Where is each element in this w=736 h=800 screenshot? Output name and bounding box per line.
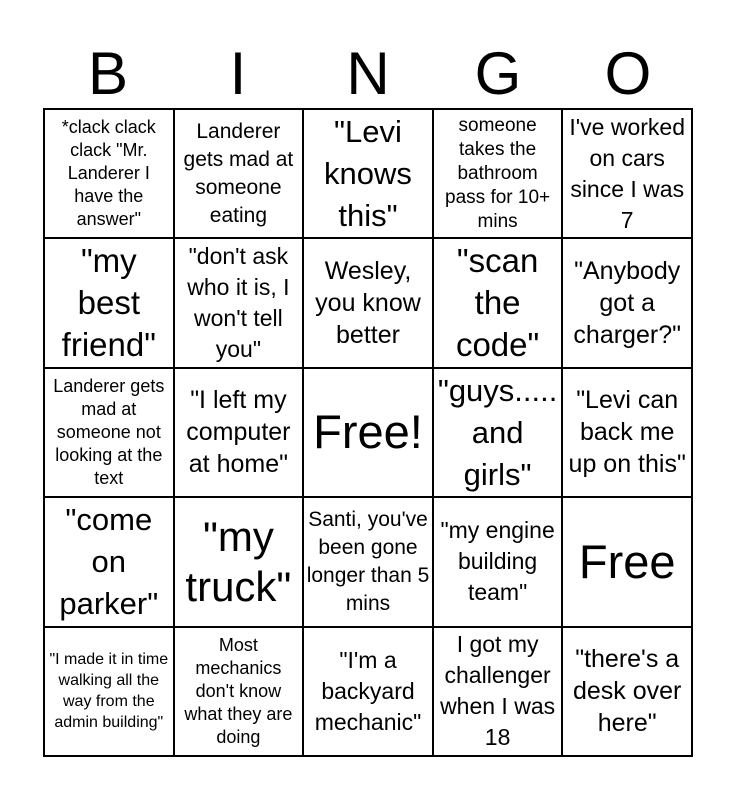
bingo-cell-r4-c2[interactable]: [174, 497, 304, 626]
bingo-cell-r5-c5[interactable]: [562, 627, 692, 756]
bingo-cell-r2-c3[interactable]: [303, 238, 433, 367]
bingo-cell-r2-c4[interactable]: [433, 238, 563, 367]
bingo-cell-r1-c3[interactable]: [303, 109, 433, 238]
cell-text: I've worked on cars since I was 7: [569, 113, 685, 233]
cell-text: "my truck": [185, 512, 292, 610]
bingo-cell-r2-c1[interactable]: [44, 238, 174, 367]
cell-text: "I made it in time walking all the way from the admin building": [49, 651, 169, 732]
bingo-cell-r3-c2[interactable]: [174, 368, 304, 497]
bingo-cell-r3-c3-free[interactable]: [303, 368, 433, 497]
bingo-cell-r5-c1[interactable]: [44, 627, 174, 756]
bingo-cell-r1-c2[interactable]: [174, 109, 304, 238]
header-letter-o: O: [604, 40, 652, 107]
free-space-text: Free!: [313, 405, 423, 459]
bingo-cell-r4-c1[interactable]: [44, 497, 174, 626]
cell-text: Landerer gets mad at someone eating: [183, 119, 294, 227]
bingo-cell-r2-c2[interactable]: [174, 238, 304, 367]
cell-text: "my engine building team": [440, 517, 555, 606]
cell-text: "Levi can back me up on this": [568, 386, 686, 479]
bingo-cell-r5-c2[interactable]: [174, 627, 304, 756]
cell-text: "Anybody got a charger?": [573, 257, 681, 350]
cell-text: "I left my computer at home": [186, 386, 291, 479]
header-letter-n: N: [346, 40, 390, 107]
bingo-cell-r4-c4[interactable]: [433, 497, 563, 626]
bingo-cell-r1-c1[interactable]: [44, 109, 174, 238]
cell-text: Free: [578, 534, 676, 588]
cell-text: I got my challenger when I was 18: [440, 631, 556, 751]
cell-text: Santi, you've been gone longer than 5 mins: [306, 507, 430, 615]
bingo-cell-r3-c5[interactable]: [562, 368, 692, 497]
cell-text: Most mechanics don't know what they are doing: [184, 634, 293, 747]
cell-text: "scan the code": [455, 242, 540, 364]
cell-text: "guys..... and girls": [437, 372, 558, 492]
cell-text: "there's a desk over here": [573, 645, 682, 738]
cell-text: *clack clack clack "Mr. Landerer I have the answer": [61, 117, 156, 230]
cell-text: "I'm a backyard mechanic": [314, 646, 422, 735]
header-letter-g: G: [474, 40, 522, 107]
bingo-cell-r2-c5[interactable]: [562, 238, 692, 367]
header-letter-i: I: [229, 40, 247, 107]
bingo-card-grid: [43, 108, 693, 757]
bingo-cell-r4-c5[interactable]: [562, 497, 692, 626]
cell-text: Wesley, you know better: [315, 257, 421, 350]
bingo-cell-r3-c4[interactable]: [433, 368, 563, 497]
bingo-cell-r3-c1[interactable]: [44, 368, 174, 497]
cell-text: "don't ask who it is, I won't tell you": [187, 243, 290, 363]
bingo-header: [43, 40, 693, 108]
cell-text: "Levi knows this": [324, 113, 412, 233]
cell-text: Landerer gets mad at someone not looking at the text: [53, 375, 165, 488]
header-letter-b: B: [87, 40, 129, 107]
cell-text: "come on parker": [59, 501, 159, 621]
bingo-cell-r5-c4[interactable]: [433, 627, 563, 756]
bingo-cell-r5-c3[interactable]: [303, 627, 433, 756]
bingo-cell-r1-c5[interactable]: [562, 109, 692, 238]
bingo-cell-r4-c3[interactable]: [303, 497, 433, 626]
cell-text: someone takes the bathroom pass for 10+ mins: [445, 114, 551, 232]
bingo-cell-r1-c4[interactable]: [433, 109, 563, 238]
cell-text: "my best friend": [61, 242, 156, 364]
